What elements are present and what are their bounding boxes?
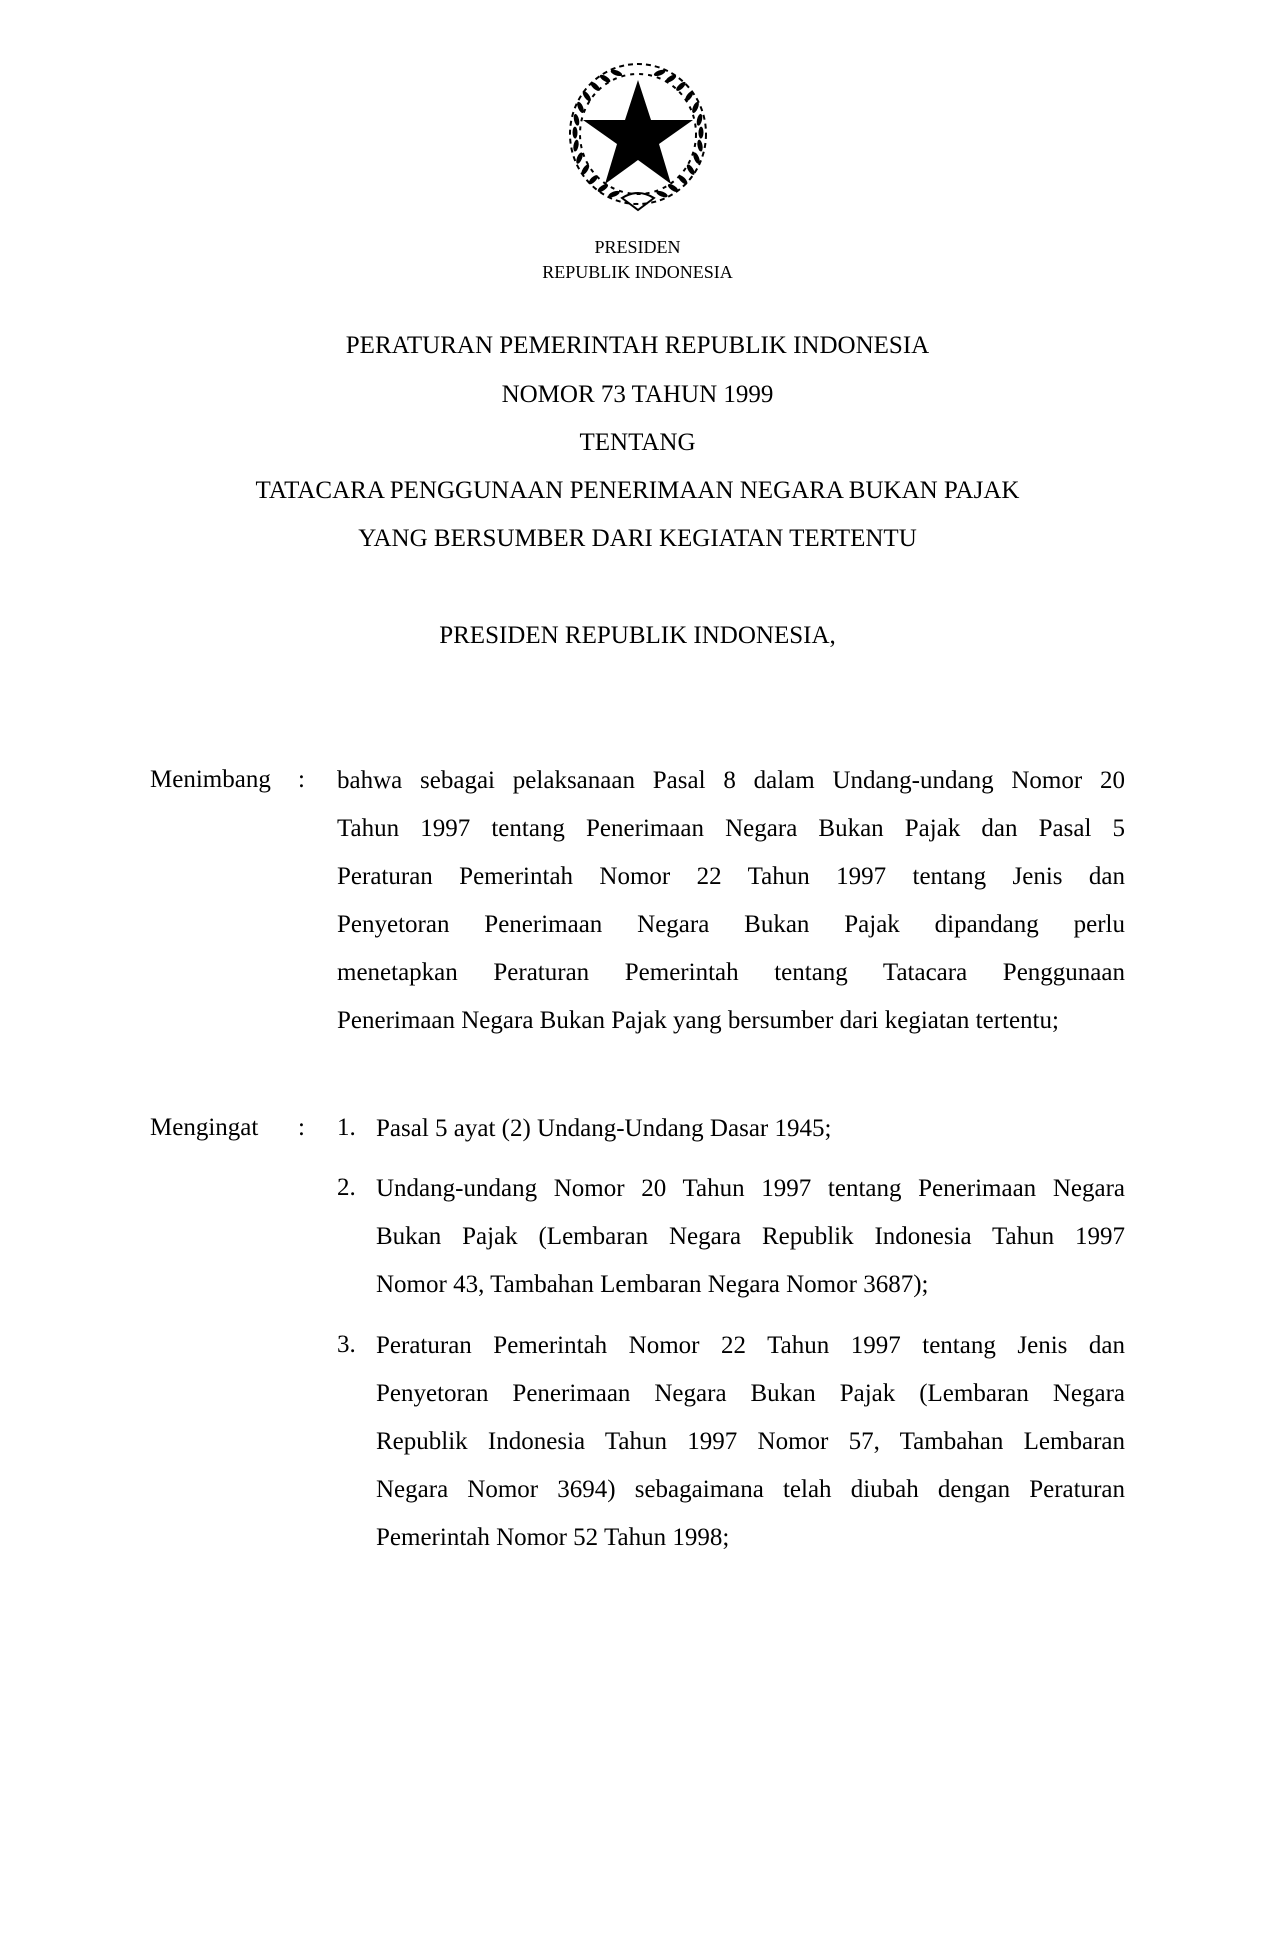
wreath-leaf-icon: [677, 174, 689, 186]
list-item-number: 1.: [337, 1114, 356, 1141]
wreath-leaf-icon: [589, 80, 601, 92]
wreath-leaf-icon: [685, 163, 696, 176]
list-item-number: 2.: [337, 1174, 356, 1201]
text-line: menetapkan Peraturan Pemerintah tentang Tatacara Penggunaan: [337, 959, 1125, 986]
wreath-leaf-icon: [572, 127, 577, 139]
title-line-4: TATACARA PENGGUNAAN PENERIMAAN NEGARA BUKAN PAJAK: [255, 477, 1020, 504]
text-line: Undang-undang Nomor 20 Tahun 1997 tentang Penerimaan Negara: [376, 1175, 1125, 1202]
mengingat-label: Mengingat: [150, 1114, 259, 1141]
text-line: Peraturan Pemerintah Nomor 22 Tahun 1997 tentang Jenis dan: [376, 1332, 1125, 1359]
menimbang-label: Menimbang: [150, 766, 271, 793]
text-line: Tahun 1997 tentang Penerimaan Negara Bukan Pajak dan Pasal 5: [337, 815, 1125, 842]
text-line: bahwa sebagai pelaksanaan Pasal 8 dalam Undang-undang Nomor 20: [337, 767, 1125, 794]
list-item-number: 3.: [337, 1331, 356, 1358]
header-presiden: PRESIDEN: [594, 237, 681, 257]
wreath-leaf-icon: [675, 80, 687, 92]
mengingat-colon: :: [298, 1114, 305, 1141]
text-line: Peraturan Pemerintah Nomor 22 Tahun 1997 tentang Jenis dan: [337, 863, 1125, 890]
text-line: Pasal 5 ayat (2) Undang-Undang Dasar 1945;: [376, 1115, 832, 1142]
text-line: Republik Indonesia Tahun 1997 Nomor 57, Tambahan Lembaran: [376, 1428, 1125, 1455]
wreath-leaf-icon: [696, 113, 704, 126]
wreath-leaf-icon: [587, 174, 599, 186]
text-line: Nomor 43, Tambahan Lembaran Negara Nomor 3687);: [376, 1271, 929, 1298]
header-republik-indonesia: REPUBLIK INDONESIA: [542, 262, 733, 282]
text-line: Penyetoran Penerimaan Negara Bukan Pajak dipandang perlu: [337, 911, 1125, 938]
wreath-leaf-icon: [599, 73, 612, 84]
text-line: Penyetoran Penerimaan Negara Bukan Pajak (Lembaran Negara: [376, 1380, 1125, 1407]
title-line-1: PERATURAN PEMERINTAH REPUBLIK INDONESIA: [345, 332, 930, 359]
wreath-leaf-icon: [696, 139, 703, 152]
wreath-leaf-icon: [573, 113, 581, 126]
title-line-2: NOMOR 73 TAHUN 1999: [501, 381, 774, 408]
menimbang-colon: :: [298, 766, 305, 793]
text-line: Bukan Pajak (Lembaran Negara Republik Indonesia Tahun 1997: [376, 1223, 1125, 1250]
wreath-leaf-icon: [698, 127, 703, 139]
text-line: Negara Nomor 3694) sebagaimana telah diubah dengan Peraturan: [376, 1476, 1125, 1503]
title-line-3: TENTANG: [579, 429, 696, 456]
text-line: Pemerintah Nomor 52 Tahun 1998;: [376, 1524, 730, 1551]
text-line: Penerimaan Negara Bukan Pajak yang bersumber dari kegiatan tertentu;: [337, 1007, 1059, 1034]
wreath-leaf-icon: [572, 139, 579, 152]
title-line-5: YANG BERSUMBER DARI KEGIATAN TERTENTU: [358, 525, 917, 552]
issuer: PRESIDEN REPUBLIK INDONESIA,: [439, 622, 836, 649]
presidential-emblem-icon: [560, 58, 716, 216]
wreath-leaf-icon: [597, 183, 610, 194]
